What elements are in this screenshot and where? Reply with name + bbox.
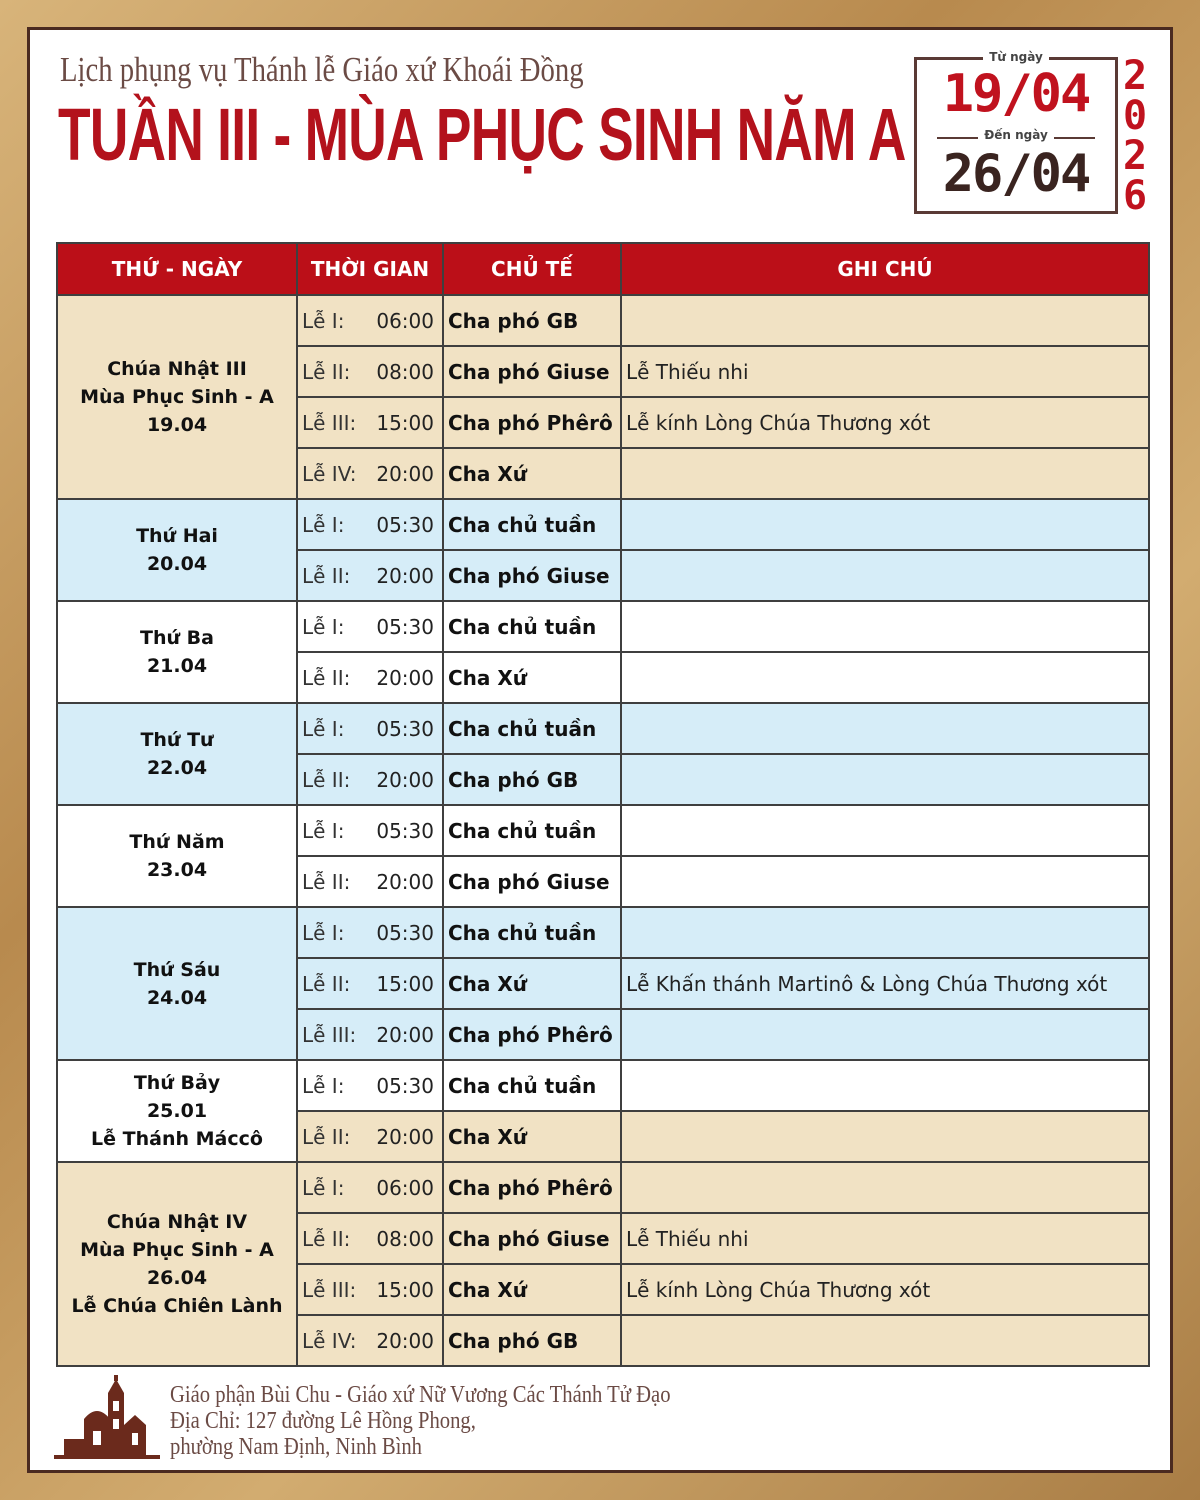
mass-label: Lễ IV:: [302, 1328, 357, 1353]
mass-time: 15:00: [376, 1277, 434, 1302]
celebrant-cell: Cha phó Giuse: [443, 856, 621, 907]
celebrant-cell: Cha phó GB: [443, 1315, 621, 1366]
celebrant-cell: Cha phó Giuse: [443, 1213, 621, 1264]
day-line: 26.04: [146, 1267, 208, 1289]
footer-line: phường Nam Định, Ninh Bình: [170, 1434, 423, 1460]
mass-label: Lễ II:: [302, 1124, 351, 1149]
table-row: [57, 499, 1149, 550]
mass-time: 08:00: [376, 1226, 434, 1251]
page-subtitle: Lịch phụng vụ Thánh lễ Giáo xứ Khoái Đồng: [60, 50, 584, 89]
mass-time: 05:30: [376, 1073, 434, 1098]
header-note: GHI CHÚ: [621, 243, 1149, 295]
page-title: TUẦN III - MÙA PHỤC SINH NĂM A: [58, 93, 906, 176]
mass-label: Lễ I:: [302, 512, 345, 537]
mass-label: Lễ III:: [302, 1022, 357, 1047]
mass-label: Lễ II:: [302, 869, 351, 894]
mass-label: Lễ III:: [302, 410, 357, 435]
mass-label: Lễ IV:: [302, 461, 357, 486]
to-date-label: Đến ngày: [917, 128, 1115, 142]
time-cell: [297, 1111, 443, 1162]
table-row: [57, 295, 1149, 346]
header-time: THỜI GIAN: [297, 243, 443, 295]
day-line: 22.04: [146, 757, 208, 779]
day-line: 19.04: [146, 414, 208, 436]
day-cell: [57, 805, 297, 907]
mass-time: 20:00: [376, 461, 434, 486]
mass-label: Lễ I:: [302, 818, 345, 843]
time-cell: [297, 1264, 443, 1315]
day-cell: [57, 601, 297, 703]
time-cell: [297, 1060, 443, 1111]
mass-label: Lễ II:: [302, 359, 351, 384]
note-cell: [621, 1111, 1149, 1162]
celebrant-cell: Cha Xứ: [443, 1264, 621, 1315]
celebrant-cell: Cha chủ tuần: [443, 1060, 621, 1111]
mass-time: 20:00: [376, 767, 434, 792]
day-line: Mùa Phục Sinh - A: [80, 386, 274, 408]
note-cell: [621, 499, 1149, 550]
day-line: Chúa Nhật III: [107, 358, 247, 380]
note-cell: [621, 1315, 1149, 1366]
time-cell: [297, 907, 443, 958]
year-digit: 2: [1122, 133, 1148, 179]
footer-line: Địa Chỉ: 127 đường Lê Hồng Phong,: [170, 1408, 476, 1434]
mass-label: Lễ II:: [302, 971, 351, 996]
mass-time: 20:00: [376, 1328, 434, 1353]
time-cell: [297, 346, 443, 397]
day-cell: [57, 1060, 297, 1162]
mass-label: Lễ I:: [302, 614, 345, 639]
note-cell: [621, 601, 1149, 652]
celebrant-cell: Cha chủ tuần: [443, 703, 621, 754]
day-cell: [57, 703, 297, 805]
day-cell: [57, 499, 297, 601]
table-row: [57, 1060, 1149, 1111]
note-cell: Lễ Thiếu nhi: [621, 1213, 1149, 1264]
mass-label: Lễ II:: [302, 1226, 351, 1251]
time-cell: [297, 1213, 443, 1264]
time-cell: [297, 805, 443, 856]
mass-label: Lễ I:: [302, 308, 345, 333]
celebrant-cell: Cha Xứ: [443, 1111, 621, 1162]
note-cell: [621, 856, 1149, 907]
mass-time: 05:30: [376, 716, 434, 741]
note-cell: [621, 805, 1149, 856]
from-date: 19/04: [942, 64, 1090, 124]
day-line: Mùa Phục Sinh - A: [80, 1239, 274, 1261]
day-line: 25.01: [146, 1100, 208, 1122]
table-row: [57, 601, 1149, 652]
mass-label: Lễ II:: [302, 563, 351, 588]
year-digit: 2: [1122, 53, 1148, 99]
mass-time: 20:00: [376, 563, 434, 588]
celebrant-cell: Cha phó Giuse: [443, 346, 621, 397]
time-cell: [297, 499, 443, 550]
mass-time: 05:30: [376, 512, 434, 537]
note-cell: Lễ kính Lòng Chúa Thương xót: [621, 397, 1149, 448]
mass-label: Lễ II:: [302, 665, 351, 690]
celebrant-cell: Cha Xứ: [443, 652, 621, 703]
time-cell: [297, 601, 443, 652]
note-cell: [621, 907, 1149, 958]
mass-label: Lễ I:: [302, 716, 345, 741]
table-row: [57, 1162, 1149, 1213]
time-cell: [297, 1315, 443, 1366]
day-line: Thứ Hai: [136, 525, 218, 547]
year-vertical: [1120, 53, 1150, 219]
to-date: 26/04: [942, 144, 1090, 204]
church-icon: [54, 1375, 164, 1465]
mass-label: Lễ II:: [302, 767, 351, 792]
note-cell: Lễ kính Lòng Chúa Thương xót: [621, 1264, 1149, 1315]
celebrant-cell: Cha chủ tuần: [443, 499, 621, 550]
time-cell: [297, 448, 443, 499]
time-cell: [297, 703, 443, 754]
mass-time: 20:00: [376, 869, 434, 894]
time-cell: [297, 754, 443, 805]
mass-time: 06:00: [376, 308, 434, 333]
day-cell: [57, 907, 297, 1060]
note-cell: [621, 1009, 1149, 1060]
day-line: Thứ Bảy: [133, 1072, 221, 1094]
day-cell: [57, 1162, 297, 1366]
note-cell: [621, 295, 1149, 346]
day-line: Thứ Năm: [129, 831, 225, 853]
day-cell: [57, 295, 297, 499]
time-cell: [297, 550, 443, 601]
header-day: THỨ - NGÀY: [57, 243, 297, 295]
day-line: 21.04: [146, 655, 208, 677]
mass-time: 15:00: [376, 971, 434, 996]
mass-label: Lễ III:: [302, 1277, 357, 1302]
time-cell: [297, 1009, 443, 1060]
mass-schedule-table: [56, 242, 1150, 1367]
celebrant-cell: Cha phó GB: [443, 295, 621, 346]
mass-time: 20:00: [376, 665, 434, 690]
table-body: [57, 295, 1149, 1366]
year-digit: 6: [1122, 173, 1148, 219]
celebrant-cell: Cha chủ tuần: [443, 601, 621, 652]
footer-line: Giáo phận Bùi Chu - Giáo xứ Nữ Vương Các Thánh Tử Đạo: [170, 1382, 671, 1408]
table-header-row: [57, 243, 1149, 295]
note-cell: [621, 1060, 1149, 1111]
time-cell: [297, 958, 443, 1009]
table-row: [57, 703, 1149, 754]
day-line: Lễ Chúa Chiên Lành: [71, 1295, 283, 1317]
mass-label: Lễ I:: [302, 1175, 345, 1200]
note-cell: [621, 652, 1149, 703]
mass-time: 20:00: [376, 1124, 434, 1149]
celebrant-cell: Cha phó Phêrô: [443, 1009, 621, 1060]
day-line: Lễ Thánh Máccô: [91, 1128, 263, 1150]
day-line: 23.04: [146, 859, 208, 881]
note-cell: [621, 550, 1149, 601]
mass-time: 15:00: [376, 410, 434, 435]
mass-label: Lễ I:: [302, 1073, 345, 1098]
celebrant-cell: Cha phó Phêrô: [443, 397, 621, 448]
celebrant-cell: Cha Xứ: [443, 958, 621, 1009]
mass-time: 05:30: [376, 920, 434, 945]
time-cell: [297, 856, 443, 907]
table-row: [57, 805, 1149, 856]
note-cell: [621, 1162, 1149, 1213]
from-date-label: Từ ngày: [917, 50, 1115, 64]
note-cell: Lễ Thiếu nhi: [621, 346, 1149, 397]
mass-time: 06:00: [376, 1175, 434, 1200]
mass-time: 08:00: [376, 359, 434, 384]
time-cell: [297, 652, 443, 703]
day-line: Thứ Sáu: [133, 958, 221, 981]
year-digit: 0: [1122, 93, 1148, 139]
day-line: 24.04: [146, 986, 208, 1009]
celebrant-cell: Cha phó Giuse: [443, 550, 621, 601]
note-cell: [621, 703, 1149, 754]
mass-time: 05:30: [376, 818, 434, 843]
day-line: 20.04: [146, 553, 208, 575]
table-row: [57, 907, 1149, 958]
celebrant-cell: Cha chủ tuần: [443, 907, 621, 958]
day-line: Thứ Tư: [140, 729, 214, 751]
mass-time: 20:00: [376, 1022, 434, 1047]
celebrant-cell: Cha phó Phêrô: [443, 1162, 621, 1213]
mass-label: Lễ I:: [302, 920, 345, 945]
note-cell: [621, 754, 1149, 805]
time-cell: [297, 397, 443, 448]
time-cell: [297, 295, 443, 346]
celebrant-cell: Cha chủ tuần: [443, 805, 621, 856]
footer-address: [170, 1382, 671, 1460]
date-range-box: [914, 50, 1118, 214]
header-celebrant: CHỦ TẾ: [443, 243, 621, 295]
day-line: Chúa Nhật IV: [106, 1211, 248, 1233]
mass-time: 05:30: [376, 614, 434, 639]
celebrant-cell: Cha Xứ: [443, 448, 621, 499]
celebrant-cell: Cha phó GB: [443, 754, 621, 805]
note-cell: [621, 448, 1149, 499]
schedule-card: [27, 27, 1173, 1473]
time-cell: [297, 1162, 443, 1213]
note-cell: Lễ Khấn thánh Martinô & Lòng Chúa Thương xót: [621, 958, 1149, 1009]
day-line: Thứ Ba: [140, 627, 214, 649]
